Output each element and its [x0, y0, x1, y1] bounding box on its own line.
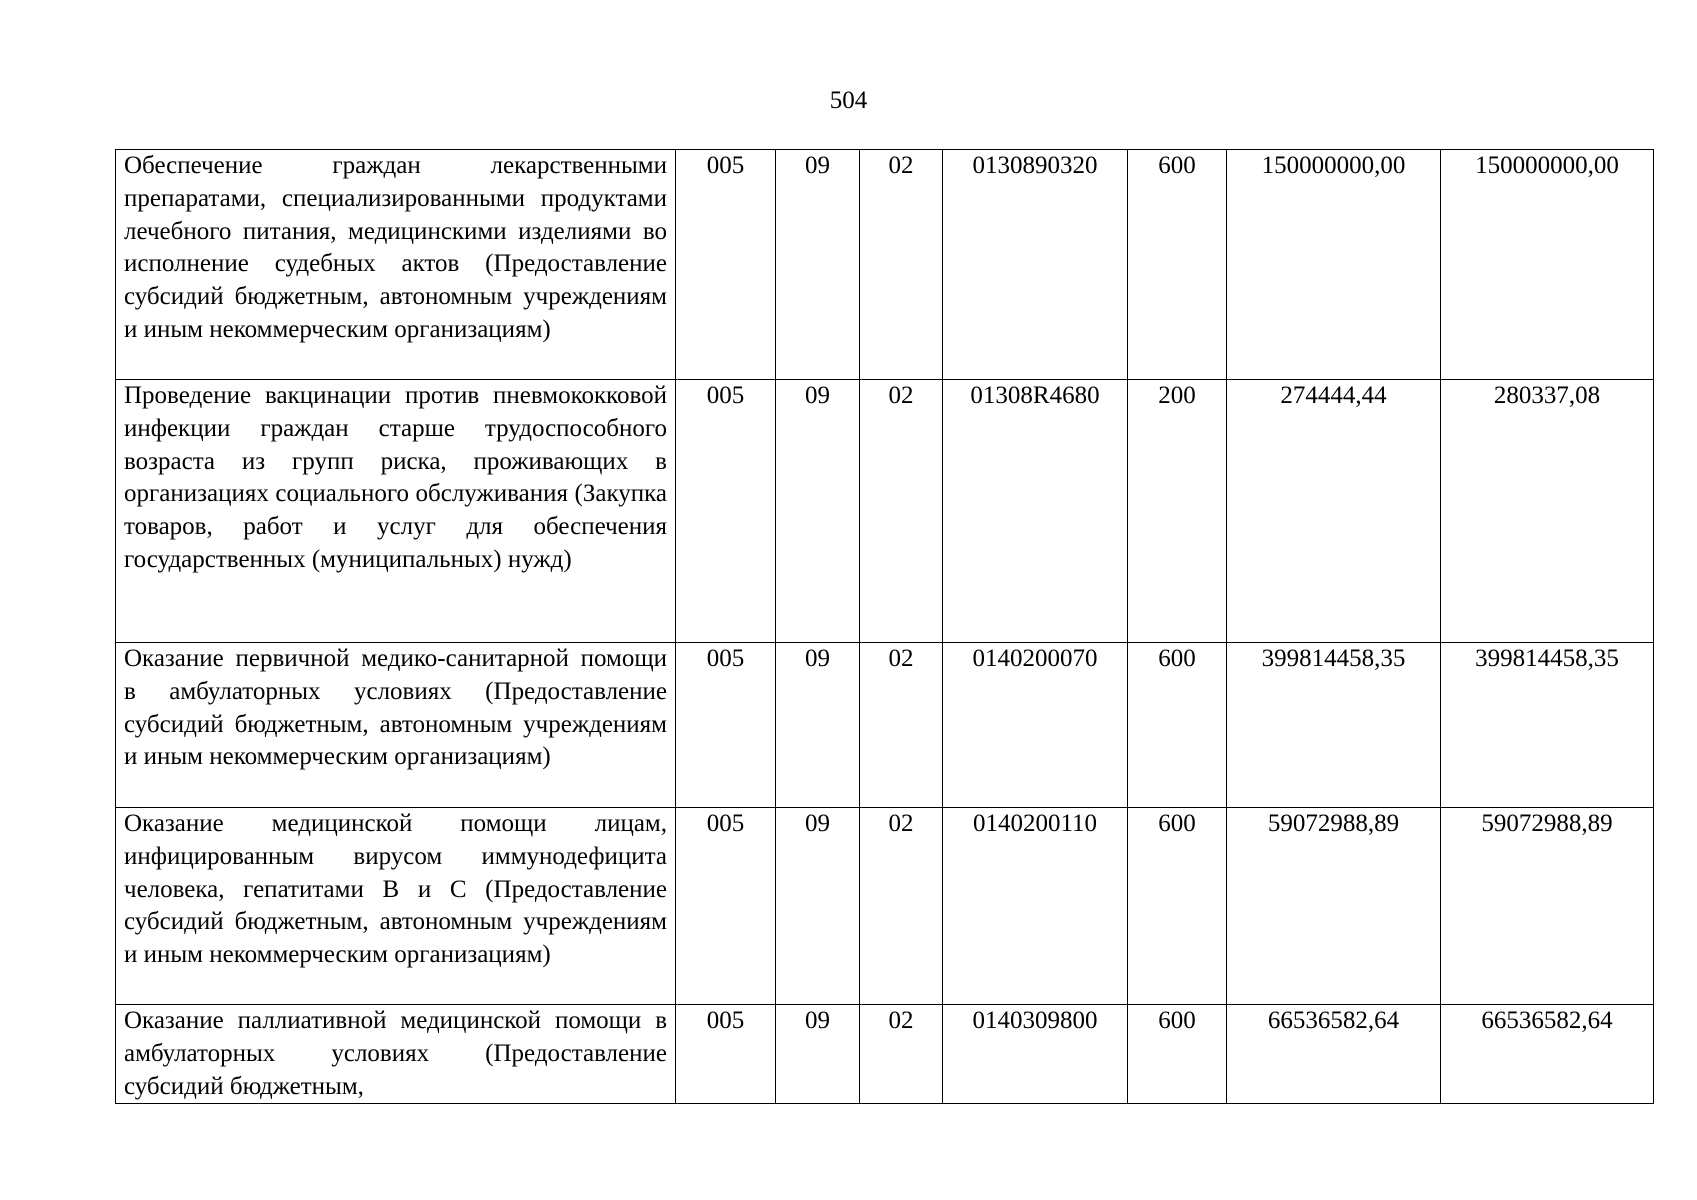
row-subsection-code: 02: [860, 150, 943, 380]
row-target-article-code: 0140200110: [943, 808, 1128, 1005]
row-section-code: 09: [776, 643, 860, 808]
row-subsection-code: 02: [860, 1005, 943, 1104]
row-amount-2: 399814458,35: [1441, 643, 1654, 808]
row-description: Оказание первичной медико-санитарной помощи в амбулаторных условиях (Предоставление субсидий бюджетным, автономным учреждениям и иным некоммерческим организациям): [116, 643, 676, 808]
row-section-code: 09: [776, 150, 860, 380]
row-amount-2: 150000000,00: [1441, 150, 1654, 380]
row-ved-code: 005: [676, 1005, 776, 1104]
row-expense-type-code: 600: [1128, 1005, 1227, 1104]
row-ved-code: 005: [676, 150, 776, 380]
row-target-article-code: 01308R4680: [943, 380, 1128, 643]
row-target-article-code: 0140309800: [943, 1005, 1128, 1104]
row-subsection-code: 02: [860, 808, 943, 1005]
row-section-code: 09: [776, 1005, 860, 1104]
row-subsection-code: 02: [860, 380, 943, 643]
row-expense-type-code: 200: [1128, 380, 1227, 643]
page-number: 504: [829, 87, 868, 114]
row-description: Оказание медицинской помощи лицам, инфицированным вирусом иммунодефицита человека, гепатитами B и C (Предоставление субсидий бюджетным, автономным учреждениям и иным некоммерческим организациям): [116, 808, 676, 1005]
row-subsection-code: 02: [860, 643, 943, 808]
row-expense-type-code: 600: [1128, 808, 1227, 1005]
table-row: [116, 150, 1654, 380]
table-row: [116, 380, 1654, 643]
row-ved-code: 005: [676, 380, 776, 643]
row-expense-type-code: 600: [1128, 150, 1227, 380]
row-description: Обеспечение граждан лекарственными препаратами, специализированными продуктами лечебного питания, медицинскими изделиями во исполнение судебных актов (Предоставление субсидий бюджетным, автономным учреждениям и иным некоммерческим организациям): [116, 150, 676, 380]
row-section-code: 09: [776, 808, 860, 1005]
row-ved-code: 005: [676, 808, 776, 1005]
table-row: [116, 643, 1654, 808]
row-description: Оказание паллиативной медицинской помощи в амбулаторных условиях (Предоставление субсидий бюджетным,: [116, 1005, 676, 1104]
table-row: [116, 808, 1654, 1005]
budget-table: [115, 149, 1654, 1104]
row-amount-1: 399814458,35: [1227, 643, 1441, 808]
row-target-article-code: 0130890320: [943, 150, 1128, 380]
row-expense-type-code: 600: [1128, 643, 1227, 808]
row-amount-1: 66536582,64: [1227, 1005, 1441, 1104]
row-amount-2: 66536582,64: [1441, 1005, 1654, 1104]
row-amount-2: 280337,08: [1441, 380, 1654, 643]
row-amount-1: 59072988,89: [1227, 808, 1441, 1005]
row-amount-1: 150000000,00: [1227, 150, 1441, 380]
row-ved-code: 005: [676, 643, 776, 808]
table-row: [116, 1005, 1654, 1104]
row-section-code: 09: [776, 380, 860, 643]
row-amount-1: 274444,44: [1227, 380, 1441, 643]
row-description: Проведение вакцинации против пневмококковой инфекции граждан старше трудоспособного возраста из групп риска, проживающих в организациях социального обслуживания (Закупка товаров, работ и услуг для обеспечения государственных (муниципальных) нужд): [116, 380, 676, 643]
row-amount-2: 59072988,89: [1441, 808, 1654, 1005]
row-target-article-code: 0140200070: [943, 643, 1128, 808]
